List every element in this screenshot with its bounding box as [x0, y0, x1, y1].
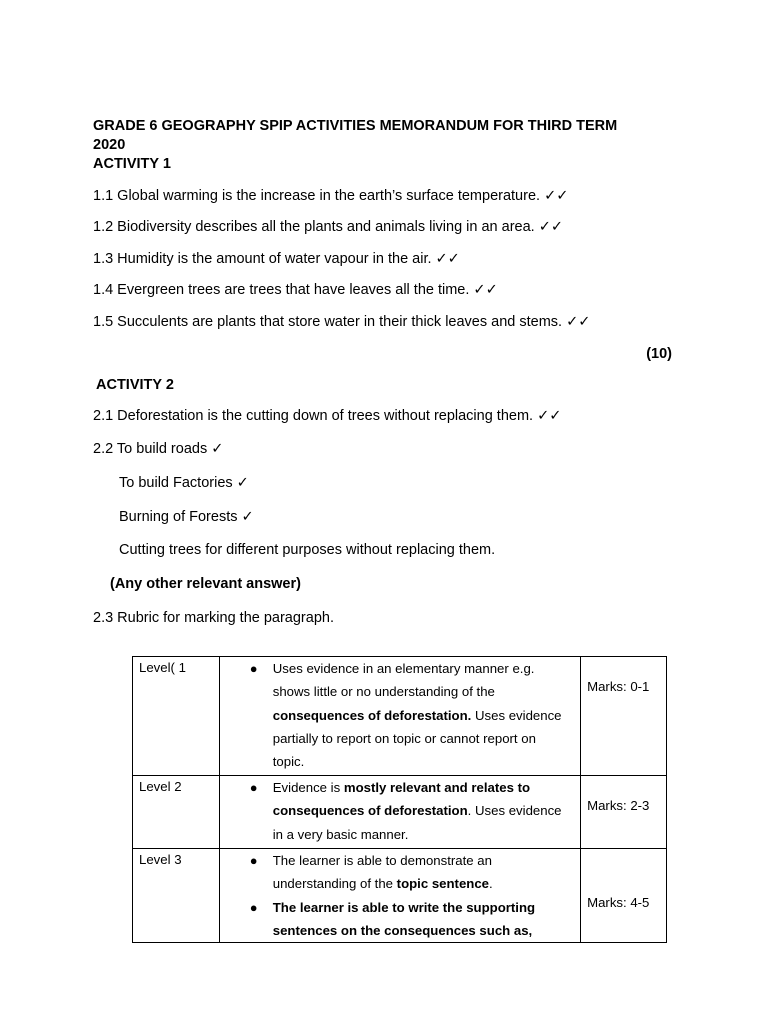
- answer-2-2-item: Cutting trees for different purposes without replacing them.: [119, 542, 496, 558]
- rubric-marks-label: Marks: 0-1: [587, 679, 650, 694]
- criterion-bold-text: The learner is able to write the supporting sentences on the consequences such as,: [272, 899, 536, 938]
- answer-2-2-item: To build Factories ✓: [119, 475, 249, 491]
- answer-1-5: 1.5 Succulents are plants that store water in their thick leaves and stems. ✓✓: [93, 314, 591, 330]
- answer-1-4: 1.4 Evergreen trees are trees that have leaves all the time. ✓✓: [93, 282, 498, 298]
- rubric-level: Level( 1: [133, 657, 220, 776]
- rubric-criterion: [220, 657, 580, 773]
- rubric-marks: [581, 657, 667, 776]
- answer-2-1: 2.1 Deforestation is the cutting down of trees without replacing them. ✓✓: [93, 408, 562, 424]
- answer-2-2: 2.2 To build roads ✓: [93, 441, 224, 457]
- answer-1-2: 1.2 Biodiversity describes all the plants and animals living in an area. ✓✓: [93, 219, 564, 235]
- criterion-text: The learner is able to demonstrate an understanding of the: [272, 853, 492, 892]
- rubric-criteria: [219, 776, 580, 849]
- marking-rubric-table: [132, 656, 667, 943]
- document-title-line-2: 2020: [93, 137, 126, 153]
- rubric-marks: [581, 849, 667, 943]
- criterion-text: Uses evidence partially to report on topic or cannot report on topic.: [272, 707, 562, 770]
- rubric-criterion: [220, 849, 580, 896]
- rubric-row: [133, 849, 667, 943]
- criterion-text: Evidence is: [272, 780, 344, 795]
- answer-2-3: 2.3 Rubric for marking the paragraph.: [93, 610, 334, 626]
- rubric-criteria: [219, 657, 580, 776]
- answer-1-1: 1.1 Global warming is the increase in the earth’s surface temperature. ✓✓: [93, 188, 569, 204]
- rubric-level: Level 3: [133, 849, 220, 943]
- rubric-marks: [581, 776, 667, 849]
- criterion-bold-text: topic sentence: [396, 876, 490, 892]
- activity-1-total: (10): [646, 346, 672, 362]
- criterion-text: Uses evidence in an elementary manner e.g. shows little or no understanding of the: [272, 661, 535, 700]
- rubric-level: Level 2: [133, 776, 220, 849]
- rubric-row: [133, 776, 667, 849]
- document-title-line-1: GRADE 6 GEOGRAPHY SPIP ACTIVITIES MEMORANDUM FOR THIRD TERM: [93, 118, 618, 134]
- criterion-bold-text: mostly relevant and relates to consequences of deforestation: [272, 780, 531, 819]
- bullet-icon: ●: [249, 853, 258, 868]
- answer-2-2-item: Burning of Forests ✓: [119, 509, 254, 525]
- rubric-criteria: [219, 849, 580, 943]
- rubric-criterion: [220, 776, 580, 846]
- answer-1-3: 1.3 Humidity is the amount of water vapour in the air. ✓✓: [93, 251, 460, 267]
- bullet-icon: ●: [249, 780, 258, 795]
- any-other-answer-note: (Any other relevant answer): [110, 576, 301, 592]
- bullet-icon: ●: [249, 661, 258, 676]
- rubric-marks-label: Marks: 2-3: [587, 798, 650, 813]
- rubric-marks-label: Marks: 4-5: [587, 895, 650, 910]
- activity-2-heading: ACTIVITY 2: [96, 377, 174, 393]
- bullet-icon: ●: [249, 899, 258, 915]
- criterion-text: .: [489, 876, 493, 892]
- criterion-bold-text: consequences of deforestation.: [272, 707, 472, 723]
- rubric-criterion: [220, 896, 580, 943]
- activity-1-heading: ACTIVITY 1: [93, 156, 171, 172]
- criterion-text: . Uses evidence in a very basic manner.: [272, 803, 562, 842]
- rubric-row: [133, 657, 667, 776]
